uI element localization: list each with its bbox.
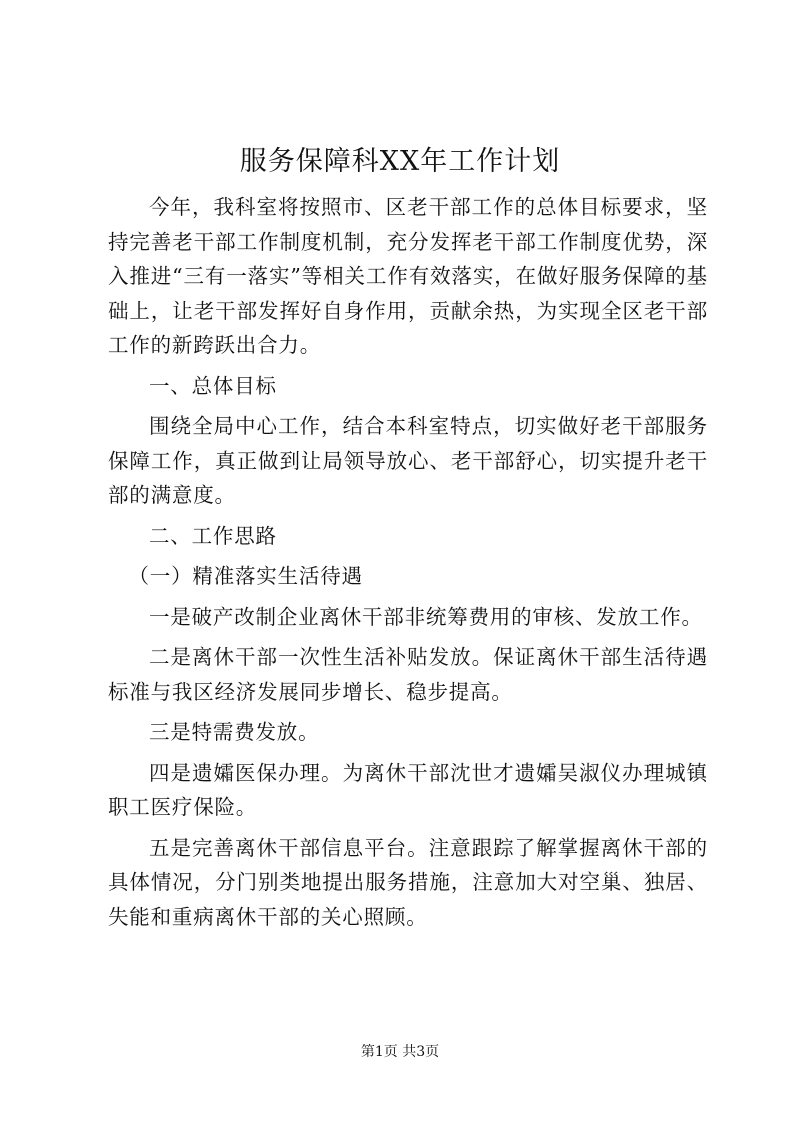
page-number-footer: 第1页 共3页 <box>360 1044 440 1060</box>
goal-paragraph: 围绕全局中心工作，结合本科室特点，切实做好老干部服务保障工作，真正做到让局领导放心、老干部舒心，切实提升老干部的满意度。 <box>108 414 708 507</box>
section-heading-goals: 一、总体目标 <box>149 373 277 398</box>
section-heading-approach: 二、工作思路 <box>149 523 277 548</box>
item-paragraph-4: 四是遗孀医保办理。为离休干部沈世才遗孀吴淑仪办理城镇职工医疗保险。 <box>108 760 708 819</box>
item-paragraph-5: 五是完善离休干部信息平台。注意跟踪了解掌握离休干部的具体情况，分门别类地提出服务措施，注意加大对空巢、独居、失能和重病离休干部的关心照顾。 <box>108 835 708 929</box>
intro-paragraph: 今年，我科室将按照市、区老干部工作的总体目标要求，坚持完善老干部工作制度机制，充分发挥老干部工作制度优势，深入推进“三有一落实”等相关工作有效落实，在做好服务保障的基础上，让老干部发挥好自身作用，贡献余热，为实现全区老干部工作的新跨跃出合力。 <box>108 195 708 357</box>
document-body <box>108 190 708 940</box>
item-paragraph-2: 二是离休干部一次性生活补贴发放。保证离休干部生活待遇标准与我区经济发展同步增长、稳步提高。 <box>108 645 708 704</box>
page-title: 服务保障科XX年工作计划 <box>239 146 561 177</box>
subsection-heading-living-benefits: （一）精准落实生活待遇 <box>128 564 363 588</box>
item-paragraph-3: 三是特需费发放。 <box>149 720 320 744</box>
item-paragraph-1: 一是破产改制企业离休干部非统筹费用的审核、发放工作。 <box>149 604 703 629</box>
